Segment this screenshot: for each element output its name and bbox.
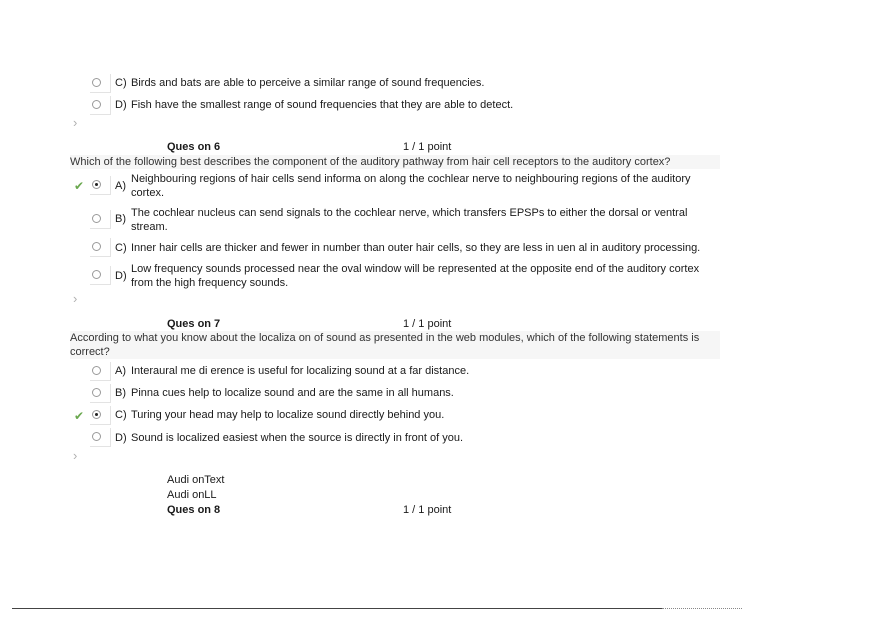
question-text: According to what you know about the localiza on of sound as presented in the web modules, which of the following statements is correct? — [70, 331, 720, 359]
question-label: Ques on 7 — [167, 318, 221, 330]
radio-button[interactable] — [92, 242, 101, 251]
chevron-right-icon[interactable]: › — [73, 448, 78, 463]
option-letter: B) — [115, 387, 126, 399]
radio-button[interactable] — [92, 366, 101, 375]
option-letter: D) — [115, 432, 127, 444]
radio-button[interactable] — [92, 180, 101, 189]
question-label: Ques on 6 — [167, 141, 221, 153]
radio-button[interactable] — [92, 78, 101, 87]
option-text: Inner hair cells are thicker and fewer in number than outer hair cells, so they are less in uen al in auditory processing. — [131, 242, 701, 254]
question-score: 1 / 1 point — [403, 141, 452, 153]
radio-button[interactable] — [92, 410, 101, 419]
option-letter: A) — [115, 180, 126, 192]
page-divider-tail — [662, 608, 742, 610]
question-text: Which of the following best describes the component of the auditory pathway from hair cell receptors to the auditory cortex? — [70, 155, 720, 169]
option-text: Interaural me di erence is useful for localizing sound at a far distance. — [131, 365, 470, 377]
checkmark-icon: ✔ — [74, 409, 85, 423]
option-text: The cochlear nucleus can send signals to the cochlear nerve, which transfers EPSPs to either the dorsal or ventral stream. — [131, 207, 688, 233]
option-letter: A) — [115, 365, 126, 377]
checkmark-icon: ✔ — [74, 179, 85, 193]
question-label: Ques on 8 — [167, 504, 221, 516]
page-divider — [12, 608, 662, 609]
option-letter: D) — [115, 99, 127, 111]
question-score: 1 / 1 point — [403, 318, 452, 330]
chevron-right-icon[interactable]: › — [73, 115, 78, 130]
option-letter: D) — [115, 270, 127, 282]
radio-button[interactable] — [92, 432, 101, 441]
radio-button[interactable] — [92, 214, 101, 223]
radio-button[interactable] — [92, 100, 101, 109]
option-text: Birds and bats are able to perceive a similar range of sound frequencies. — [131, 77, 485, 89]
question-score: 1 / 1 point — [403, 504, 452, 516]
option-letter: C) — [115, 77, 127, 89]
radio-button[interactable] — [92, 388, 101, 397]
option-text: Fish have the smallest range of sound frequencies that they are able to detect. — [131, 99, 514, 111]
option-letter: B) — [115, 213, 126, 225]
option-letter: C) — [115, 409, 127, 421]
radio-button[interactable] — [92, 270, 101, 279]
option-text: Sound is localized easiest when the source is directly in front of you. — [131, 432, 464, 444]
option-text: Low frequency sounds processed near the oval window will be represented at the opposite end of the auditory cortex from the high frequency sounds. — [131, 263, 700, 289]
footer-line: Audi onText — [167, 474, 225, 486]
option-letter: C) — [115, 242, 127, 254]
option-text: Turing your head may help to localize sound directly behind you. — [131, 409, 445, 421]
option-text: Neighbouring regions of hair cells send informa on along the cochlear nerve to neighbouring regions of the auditory cortex. — [131, 173, 691, 199]
footer-line: Audi onLL — [167, 489, 217, 501]
option-text: Pinna cues help to localize sound and are the same in all humans. — [131, 387, 454, 399]
chevron-right-icon[interactable]: › — [73, 291, 78, 306]
